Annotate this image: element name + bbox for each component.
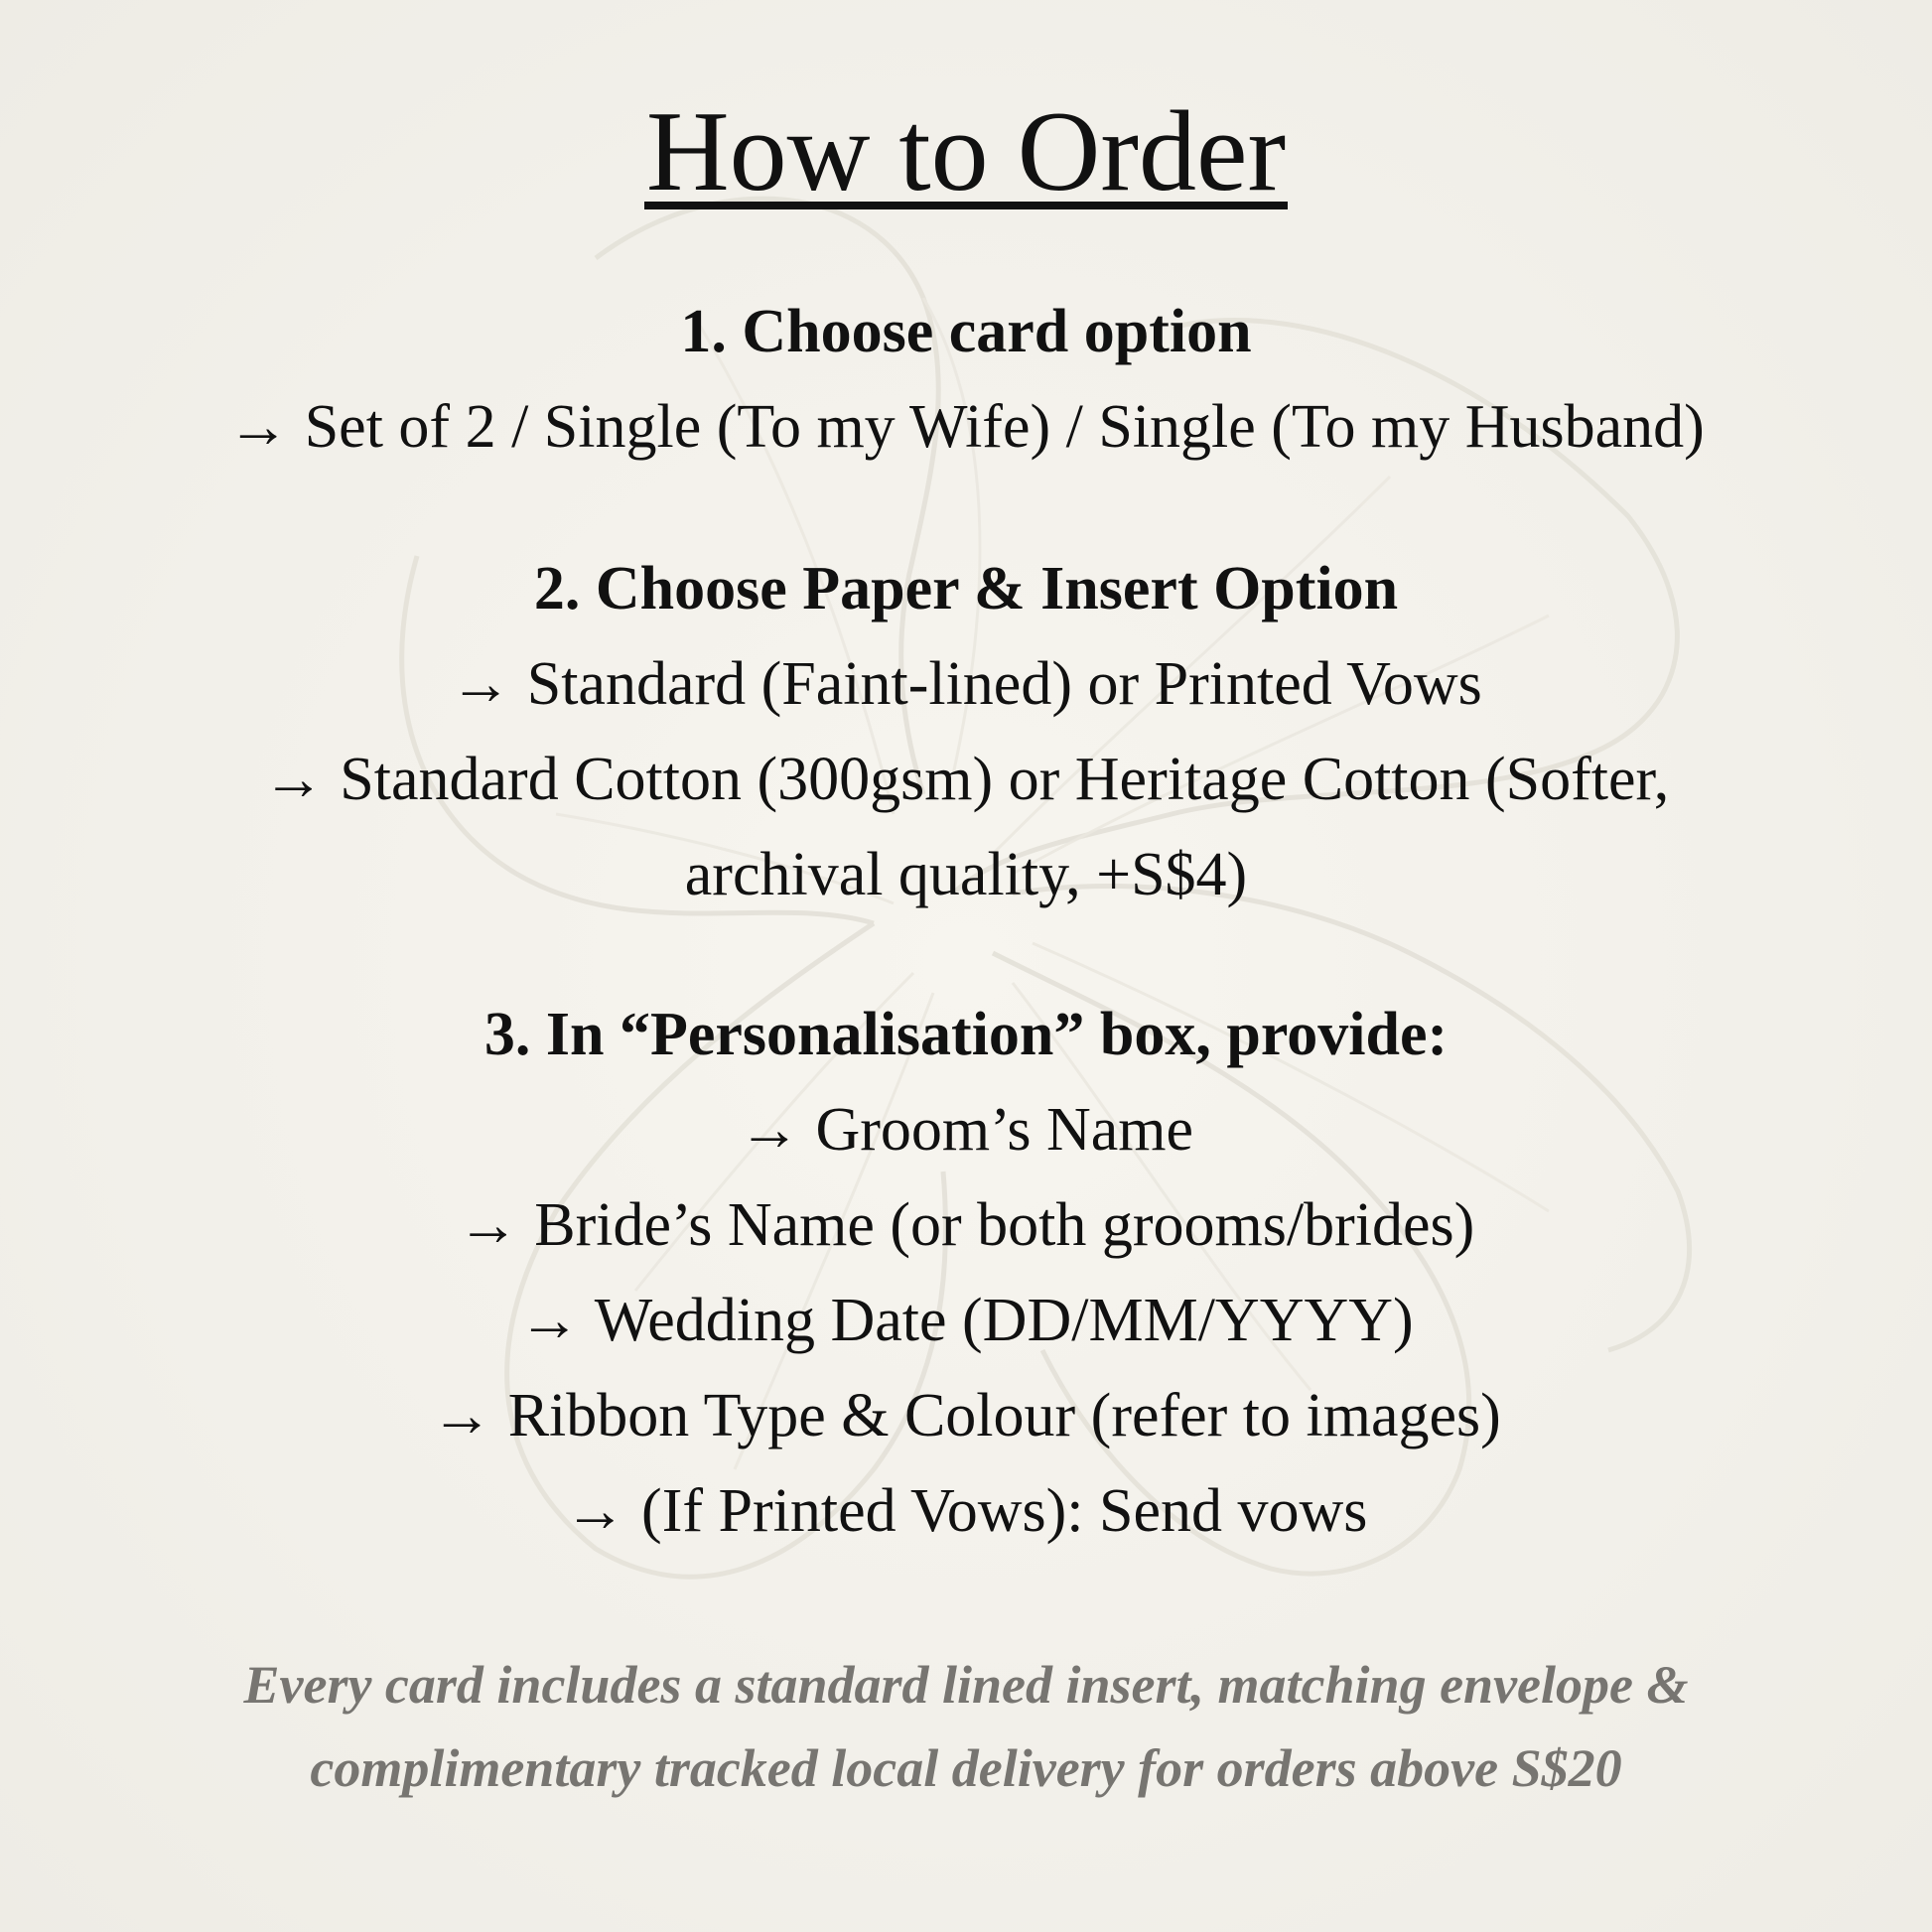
step-2-option-line: → Standard (Faint-lined) or Printed Vows xyxy=(450,650,1482,718)
step-3-heading: 3. In “Personalisation” box, provide: xyxy=(483,1001,1449,1068)
footnote-line: Every card includes a standard lined insert, matching envelope & xyxy=(243,1655,1689,1715)
step-2-heading: 2. Choose Paper & Insert Option xyxy=(533,555,1399,622)
step-1-option-line: → Set of 2 / Single (To my Wife) / Single (To my Husband) xyxy=(227,393,1705,461)
step-2-option-line: archival quality, +S$4) xyxy=(684,841,1248,908)
step-3-field-line: → Groom’s Name xyxy=(738,1096,1194,1164)
page-title: How to Order xyxy=(645,88,1287,215)
step-3-field-line: → Bride’s Name (or both grooms/brides) xyxy=(457,1191,1475,1259)
step-3-field-line: → Ribbon Type & Colour (refer to images) xyxy=(431,1382,1501,1449)
step-2-option-line: → Standard Cotton (300gsm) or Heritage Cotton (Softer, xyxy=(262,746,1670,813)
step-1-heading: 1. Choose card option xyxy=(680,298,1252,365)
footnote-line: complimentary tracked local delivery for orders above S$20 xyxy=(310,1738,1622,1798)
step-3-field-line: → (If Printed Vows): Send vows xyxy=(564,1477,1368,1545)
step-3-field-line: → Wedding Date (DD/MM/YYYY) xyxy=(518,1287,1414,1354)
